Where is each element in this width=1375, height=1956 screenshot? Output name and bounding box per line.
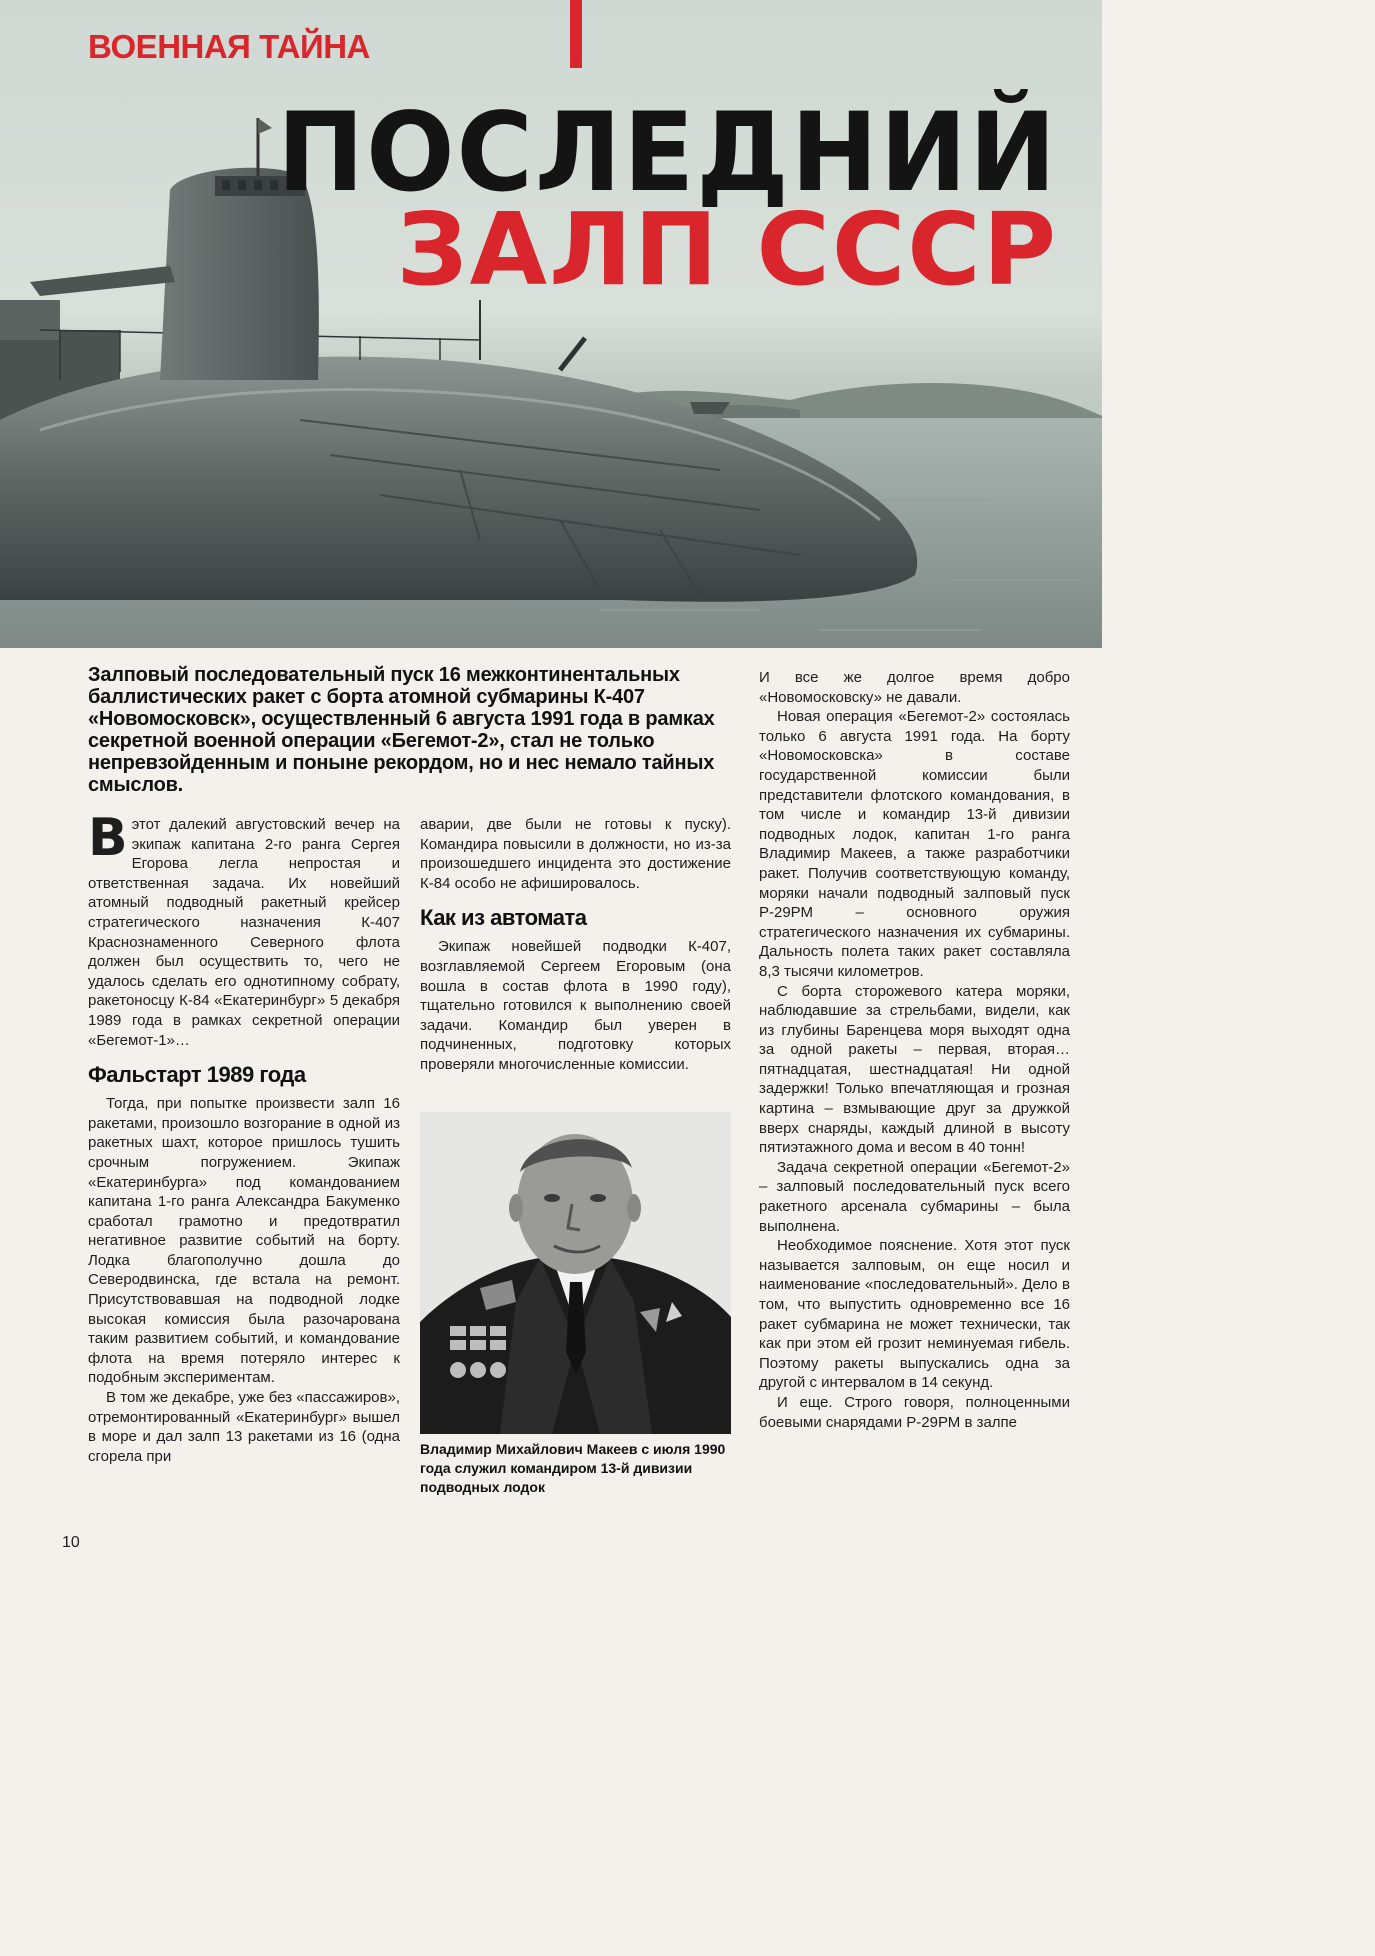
lead-paragraph: Залповый последовательный пуск 16 межконтинентальных баллистических ракет с борта атомной субмарины К-407 «Новомосковск», осуществленный 6 августа 1991 года в рамках секретной военной операции «Бегемот-2», стал не только непревзойденным и поныне рекордом, но и нес немало тайных смыслов. (88, 664, 715, 796)
paragraph: И все же долгое время добро «Новомосковску» не давали. (759, 669, 1070, 706)
portrait-photo (420, 1112, 731, 1434)
paragraph: аварии, две были не готовы к пуску). Командира повысили в должности, но из-за произошедшего инцидента это достижение К-84 особо не афишировалось. (420, 816, 731, 892)
rubric-label: ВОЕННАЯ ТАЙНА (88, 28, 370, 65)
rubric-accent-bar (570, 0, 582, 68)
paragraph: Экипаж новейшей подводки К-407, возглавляемой Сергеем Егоровым (она вошла в состав флота в 1990 году), тщательно готовился к выполнению своей задачи. Командир был уверен в подчиненных, подготовку которых проверяли многочисленные комиссии. (420, 938, 731, 1073)
intro-paragraph (88, 808, 400, 1050)
paragraph: Задача секретной операции «Бегемот-2» – залповый последовательный пуск всего ракетного арсенала субмарины – была выполнена. (759, 1158, 1070, 1235)
article-column-1 (88, 808, 400, 1466)
paragraph: Тогда, при попытке произвести залп 16 ракетами, произошло возгорание в одной из ракетных шахт, которое пришлось тушить срочным погружением. Экипаж «Екатеринбурга» под командованием капитана 1-го ранга Александра Бакуменко сработал грамотно и предотвратил негативное развитие событий на борту. Лодка благополучно дошла до Северодвинска, где встала на ремонт. Присутствовавшая на подводной лодке высокая комиссия была разочарована таким развитием событий, и командование флота на время потеряло интерес к подобным экспериментам. (88, 1095, 400, 1387)
article-column-3 (759, 668, 1070, 1432)
paragraph: Новая операция «Бегемот-2» состоялась только 6 августа 1991 года. На борту «Новомосковска» в составе государственной комиссии были представители флотского командования, в том числе и командир 13-й дивизии подводных лодок, капитан 1-го ранга Владимир Макеев, а также разработчики ракет. Получив соответствующую команду, моряки начали подводный залповый пуск Р-29РМ – основного оружия стратегического назначения их субмарины. Дальность полета таких ракет составляла 8,3 тысячи километров. (759, 708, 1070, 980)
headline-line-2: ЗАЛП СССР (396, 191, 1058, 308)
paragraph: С борта сторожевого катера моряки, наблюдавшие за стрельбами, видели, как из глубины Баренцева моря выходят одна за одной ракеты – первая, вторая… пятнадцатая, шестнадцатая! Ни одной задержки! Только впечатляющая и грозная картина – взмывающие друг за дружкой вверх снаряды, каждый длиной в высоту пятиэтажного дома и весом в 40 тонн! (759, 982, 1070, 1157)
article-column-2 (420, 815, 731, 1075)
drop-cap: В (88, 808, 128, 868)
section-heading-false-start: Фальстарт 1989 года (88, 1062, 306, 1088)
photo-caption: Владимир Михайлович Макеев с июля 1990 года служил командиром 13-й дивизии подводных лодок (420, 1441, 726, 1495)
paragraph: Необходимое пояснение. Хотя этот пуск называется залповым, он еще носил и наименование «последовательный». Дело в том, что выпустить одновременно все 16 ракет субмарина не может технически, так как при этом ей грозит неминуемая гибель. Поэтому ракеты выпускались одна за другой с интервалом в 14 секунд. (759, 1237, 1070, 1392)
section-heading-like-automat: Как из автомата (420, 905, 587, 931)
paragraph: И еще. Строго говоря, полноценными боевыми снарядами Р-29РМ в залпе (759, 1393, 1070, 1431)
intro-text: этот далекий августовский вечер на экипаж капитана 2-го ранга Сергея Егорова легла непростая и ответственная задача. Их новейший атомный подводный ракетный крейсер стратегического назначения К-407 Краснознаменного Северного флота должен был осуществить то, чего не удалось сделать его однотипному собрату, ракетоносцу К-84 «Екатеринбург» 5 декабря 1989 года в рамках секретной операции «Бегемот-1»… (88, 816, 400, 1049)
paragraph: В том же декабре, уже без «пассажиров», отремонтированный «Екатеринбург» вышел в море и дал залп 13 ракетами из 16 (одна сгорела при (88, 1389, 400, 1465)
page-number: 10 (62, 1534, 80, 1551)
officer-portrait-illustration (420, 1112, 731, 1434)
headline-line-1: ПОСЛЕДНИЙ (277, 87, 1058, 217)
